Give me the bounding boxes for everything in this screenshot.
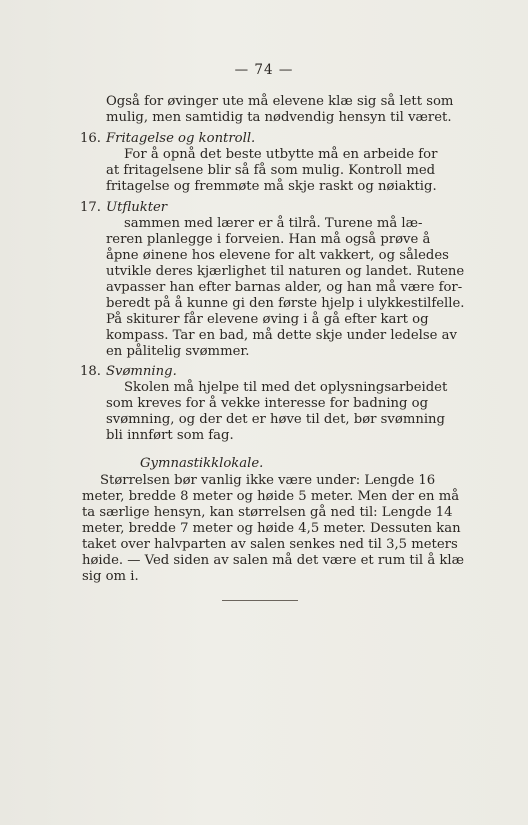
intro-line-2: mulig, men samtidig ta nødvendig hensyn til været. bbox=[106, 110, 452, 125]
section-17-line-7: På skiturer får elevene øving i å gå efter kart og bbox=[106, 312, 429, 327]
section-16-number: 16. bbox=[80, 131, 101, 146]
section-18-line-3: svømning, og der det er høve til det, bør svømning bbox=[106, 412, 445, 427]
section-18-line-4: bli innført som fag. bbox=[106, 428, 234, 443]
section-17-line-1: sammen med lærer er å tilrå. Turene må læ- bbox=[124, 216, 423, 231]
section-17-line-9: en pålitelig svømmer. bbox=[106, 344, 250, 359]
gym-heading: Gymnastikklokale. bbox=[140, 456, 264, 471]
gym-line-3: ta særlige hensyn, kan størrelsen gå ned til: Lengde 14 bbox=[82, 505, 453, 520]
section-17-number: 17. bbox=[80, 200, 101, 215]
section-17-line-4: utvikle deres kjærlighet til naturen og landet. Rutene bbox=[106, 264, 465, 279]
section-18-title: Svømning. bbox=[106, 364, 177, 379]
section-16-title: Fritagelse og kontroll. bbox=[106, 131, 256, 146]
section-17-line-2: reren planlegge i forveien. Han må også prøve å bbox=[106, 232, 431, 247]
gym-line-1: Størrelsen bør vanlig ikke være under: Lengde 16 bbox=[100, 473, 436, 488]
gym-line-6: høide. — Ved siden av salen må det være et rum til å klæ bbox=[82, 553, 464, 568]
section-17-title: Utflukter bbox=[106, 200, 168, 215]
intro-line-1: Også for øvinger ute må elevene klæ sig så lett som bbox=[106, 94, 454, 109]
gym-line-5: taket over halvparten av salen senkes ned til 3,5 meters bbox=[82, 537, 458, 552]
section-16-line-1: For å opnå det beste utbytte må en arbeide for bbox=[124, 147, 438, 162]
section-18-line-2: som kreves for å vekke interesse for badning og bbox=[106, 396, 429, 411]
section-18-number: 18. bbox=[80, 364, 101, 379]
end-rule bbox=[222, 600, 298, 601]
section-16-line-2: at fritagelsene blir så få som mulig. Kontroll med bbox=[106, 163, 436, 178]
section-17-line-5: avpasser han efter barnas alder, og han må være for- bbox=[106, 280, 463, 295]
gym-line-7: sig om i. bbox=[82, 569, 139, 584]
page-number: — 74 — bbox=[234, 62, 294, 78]
gym-line-4: meter, bredde 7 meter og høide 4,5 meter. Dessuten kan bbox=[82, 521, 461, 536]
section-17-line-3: åpne øinene hos elevene for alt vakkert, og således bbox=[106, 248, 449, 263]
section-17-line-6: beredt på å kunne gi den første hjelp i ulykkestilfelle. bbox=[106, 296, 465, 311]
section-17-line-8: kompass. Tar en bad, må dette skje under ledelse av bbox=[106, 328, 457, 343]
section-18-line-1: Skolen må hjelpe til med det oplysningsarbeidet bbox=[124, 380, 448, 395]
section-16-line-3: fritagelse og fremmøte må skje raskt og nøiaktig. bbox=[106, 179, 437, 194]
gym-line-2: meter, bredde 8 meter og høide 5 meter. Men der en må bbox=[82, 489, 460, 504]
